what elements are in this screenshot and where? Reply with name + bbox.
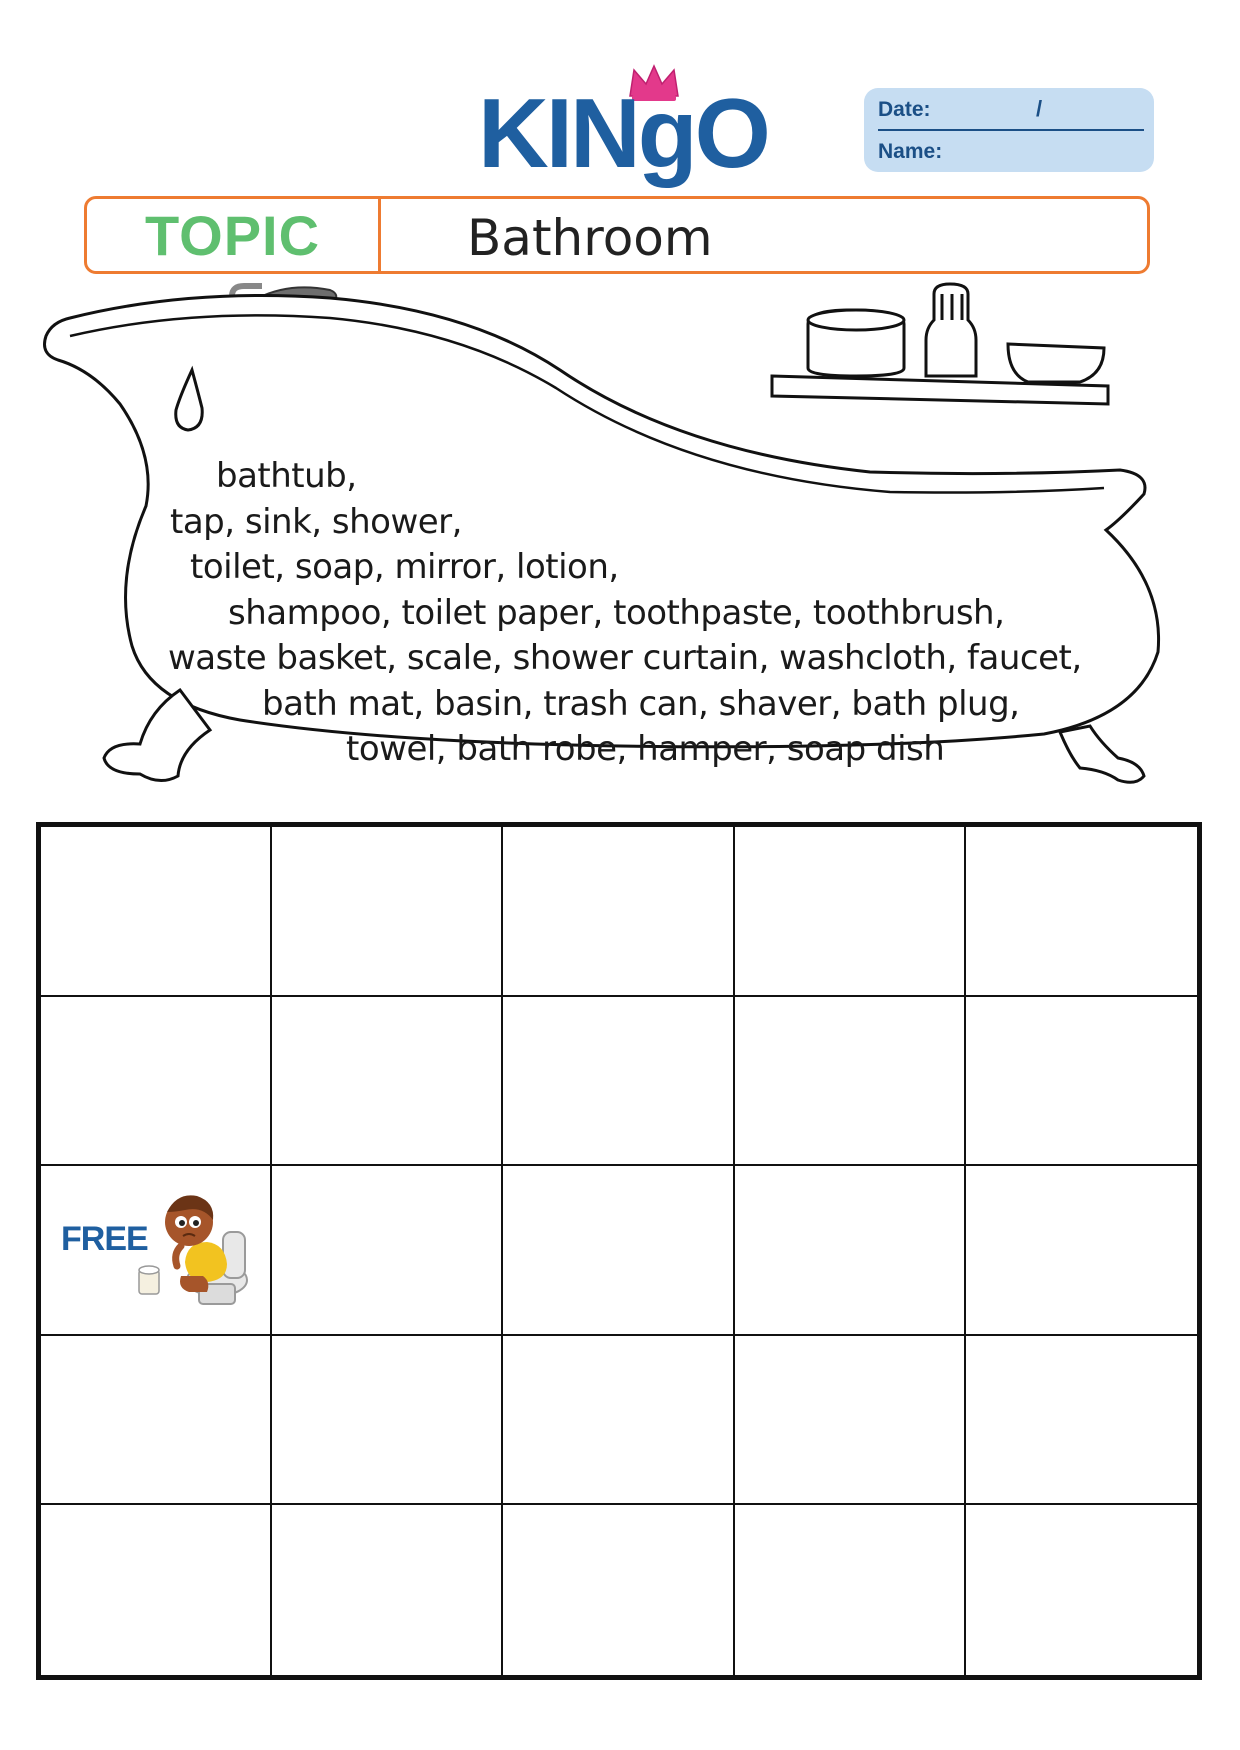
- free-space-cell: [41, 1166, 272, 1336]
- bingo-cell[interactable]: [503, 827, 734, 997]
- topic-bar: [84, 196, 1150, 274]
- word-bank-line: bathtub,: [216, 456, 357, 496]
- name-label: Name:: [878, 140, 943, 163]
- bingo-cell[interactable]: [735, 1336, 966, 1506]
- topic-label: TOPIC: [144, 203, 321, 267]
- word-bank-line: waste basket, scale, shower curtain, washcloth, faucet,: [168, 638, 1082, 678]
- date-underline: [878, 129, 1144, 131]
- bingo-cell[interactable]: [966, 1166, 1197, 1336]
- word-bank-line: toilet, soap, mirror, lotion,: [190, 547, 619, 587]
- free-space-label: FREE: [61, 1220, 148, 1259]
- bingo-cell[interactable]: [735, 827, 966, 997]
- bingo-grid: [36, 822, 1202, 1680]
- bingo-cell[interactable]: [966, 1505, 1197, 1675]
- bingo-cell[interactable]: [272, 827, 503, 997]
- bingo-cell[interactable]: [503, 997, 734, 1167]
- bathroom-shelf-icon: [772, 284, 1108, 404]
- bingo-cell[interactable]: [735, 1166, 966, 1336]
- child-on-toilet-icon: [137, 1188, 257, 1308]
- bingo-cell[interactable]: [272, 1166, 503, 1336]
- kingo-logo: [478, 62, 768, 192]
- date-name-box: [864, 88, 1154, 172]
- bingo-cell[interactable]: [503, 1166, 734, 1336]
- word-bank-line: shampoo, toilet paper, toothpaste, toothbrush,: [228, 592, 1005, 633]
- topic-value: Bathroom: [467, 209, 713, 267]
- date-label: Date:: [878, 98, 931, 121]
- bingo-cell[interactable]: [966, 997, 1197, 1167]
- bingo-cell[interactable]: [966, 827, 1197, 997]
- word-bank-line: bath mat, basin, trash can, shaver, bath plug,: [262, 683, 1020, 724]
- bingo-cell[interactable]: [41, 827, 272, 997]
- date-separator: /: [1036, 96, 1043, 121]
- bingo-cell[interactable]: [272, 1336, 503, 1506]
- bingo-cell[interactable]: [966, 1336, 1197, 1506]
- topic-divider: [378, 199, 381, 271]
- logo-text: KINgO: [478, 78, 768, 188]
- bingo-cell[interactable]: [735, 997, 966, 1167]
- bingo-cell[interactable]: [272, 1505, 503, 1675]
- bingo-cell[interactable]: [41, 1336, 272, 1506]
- bingo-cell[interactable]: [41, 1505, 272, 1675]
- bingo-cell[interactable]: [503, 1505, 734, 1675]
- bingo-cell[interactable]: [503, 1336, 734, 1506]
- word-bank-line: tap, sink, shower,: [170, 501, 462, 542]
- bingo-cell[interactable]: [41, 997, 272, 1167]
- word-bank-line: towel, bath robe, hamper, soap dish: [346, 729, 945, 769]
- bingo-cell[interactable]: [735, 1505, 966, 1675]
- bingo-cell[interactable]: [272, 997, 503, 1167]
